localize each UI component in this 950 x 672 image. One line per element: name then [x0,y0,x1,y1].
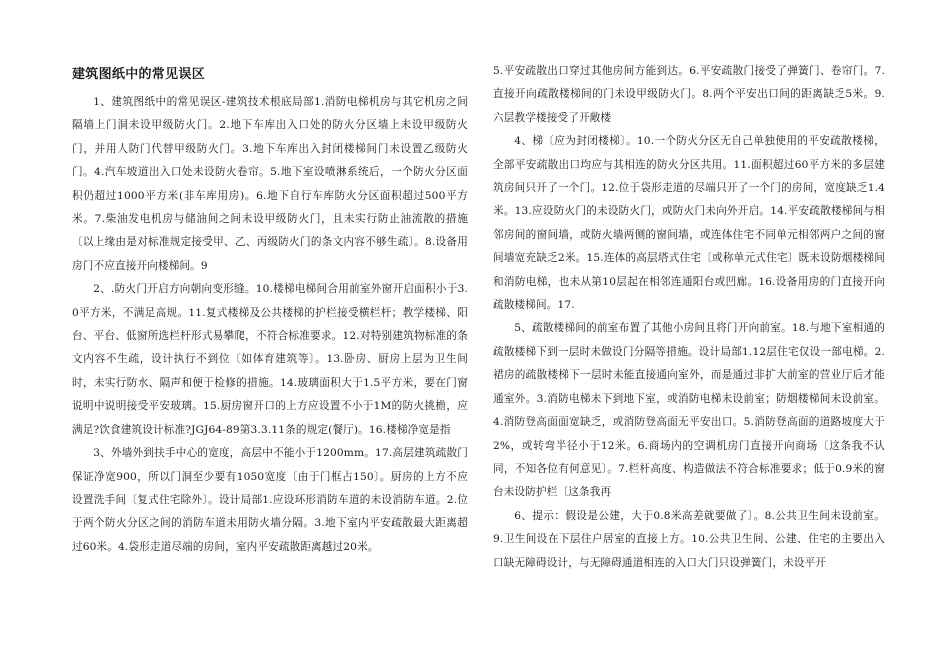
paragraph: 2、.防火门开启方向朝向变形缝。10.楼梯电梯间合用前室外窗开启面积小于3.0平方米，不满足高规。11.复式楼梯及公共楼梯的护栏接受横栏杆；教学楼梯、阳台、平台、低窗所选栏杆形式易攀爬，不符合标准要求。12.对特别建筑物标准的条文内容不生疏，设计执行不到位〔如体育建筑等〕。13.卧房、厨房上层为卫生间时，未实行防水、隔声和便于检修的措施。14.玻璃面积大于1.5平方米，要在门窗说明中说明接受平安玻璃。15.厨房窗开口的上方应设置不小于1M的防火挑檐，应满足?饮食建筑设计标准?JGJ64-89第3.3.11条的规定(餐厅)。16.楼梯净宽是指 [72,283,468,436]
right-column [493,60,885,575]
paragraph: 5、疏散楼梯间的前室布置了其他小房间且将门开向前室。18.与地下室相通的疏散楼梯下到一层时未做设门分隔等措施。设计局部1.12层住宅仅设一部电梯。2.裙房的疏散楼梯下一层时未能直接通向室外，而是通过非扩大前室的营业厅后才能通室外。3.消防电梯未下到地下室，或消防电梯未设前室；防烟楼梯间未设前室。4.消防登高面面宽缺乏，或消防登高面无平安出口。5.消防登高面的道路坡度大于2%，或转弯半径小于12米。6.商场内的空调机房门直接开向商场〔这条我不认同，不知各位有何意见〕。7.栏杆高度、构造做法不符合标准要求；低于0.9米的窗台未设防护栏〔这条我再 [493,322,885,499]
paragraph: 4、梯〔应为封闭楼梯〕。10.一个防火分区无自己单独使用的平安疏散楼梯，全部平安疏散出口均应与其相连的防火分区共用。11.面积超过60平方米的多层建筑房间只开了一个门。12.位于袋形走道的尽端只开了一个门的房间，宽度缺乏1.4米。13.应设防火门的未设防火门，或防火门未向外开启。14.平安疏散楼梯间与相邻房间的窗间墙，或防火墙两侧的窗间墙，或连体住宅不同单元相邻两户之间的窗间墙宽充缺乏2米。15.连体的高层塔式住宅〔或称单元式住宅〕既未设防烟楼梯间和消防电梯，也未从第10层起在相邻连通阳台或凹廊。16.设备用房的门直接开向疏散楼梯间。17. [493,135,885,312]
paragraph: 6、提示：假设是公建，大于0.8米高差就要做了〕。8.公共卫生间未设前室。9.卫生间设在下层住户居室的直接上方。10.公共卫生间、公建、住宅的主要出入口缺无障碍设计，与无障碍通道相连的入口大门只设弹簧门，未设平开 [493,509,885,569]
left-column [72,66,468,559]
paragraph: 1、建筑图纸中的常见误区-建筑技术根底局部1.消防电梯机房与其它机房之间隔墙上门洞未设甲级防火门。2.地下车库出入口处的防火分区墙上未设甲级防火门，并用人防门代替甲级防火门。3.地下车库出入封闭楼梯间门未设置乙级防火门。4.汽车坡道出入口处未设防火卷帘。5.地下室设喷淋系统后，一个防火分区面积仍超过1000平方米(非车库用房)。6.地下自行车库防火分区面积超过500平方米。7.柴油发电机房与储油间之间未设甲级防火门，且未实行防止油流散的措施〔以上缘由是对标准规定接受甲、乙、丙级防火门的条文内容不够生疏〕。8.设备用房门不应直接开向楼梯间。9 [72,96,468,272]
paragraph-continuation: 5.平安疏散出口穿过其他房间方能到达。6.平安疏散门接受了弹簧门、卷帘门。7.直接开向疏散楼梯间的门未设甲级防火门。8.两个平安出口间的距离缺乏5米。9.六层教学楼接受了开敞楼 [493,65,885,124]
paragraph: 3、外墙外到扶手中心的宽度，高层中不能小于1200mm。17.高层建筑疏散门保证净宽900，所以门洞至少要有1050宽度〔由于门框占150〕。厨房的上方不应设置洗手间〔复式住宅除外〕。设计局部1.应设环形消防车道的未设消防车道。2.位于两个防火分区之间的消防车道未用防火墙分隔。3.地下室内平安疏散最大距离超过60米。4.袋形走道尽端的房间，室内平安疏散距离越过20米。 [72,447,468,553]
document-title: 建筑图纸中的常见误区 [72,67,206,82]
